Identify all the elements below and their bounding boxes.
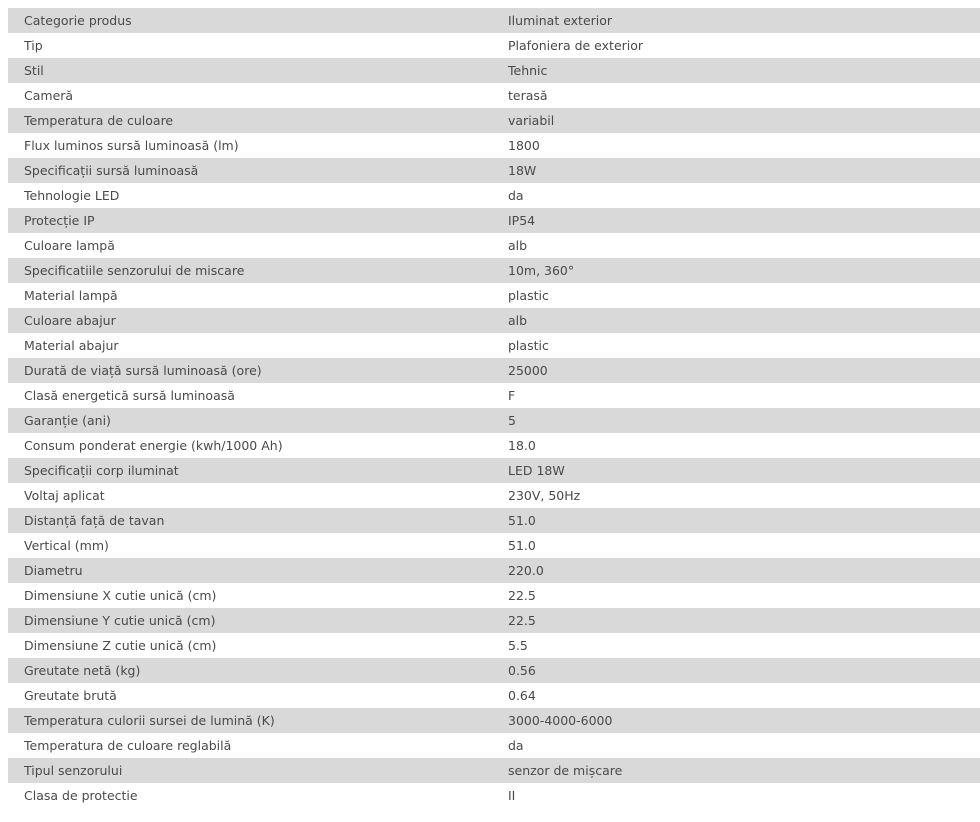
spec-row xyxy=(8,58,980,83)
spec-value: 25000 xyxy=(492,358,980,383)
spec-row xyxy=(8,458,980,483)
spec-label: Dimensiune X cutie unică (cm) xyxy=(8,583,492,608)
spec-row xyxy=(8,33,980,58)
spec-value: 3000-4000-6000 xyxy=(492,708,980,733)
spec-row xyxy=(8,258,980,283)
spec-row xyxy=(8,133,980,158)
spec-value: LED 18W xyxy=(492,458,980,483)
spec-value: plastic xyxy=(492,283,980,308)
spec-row xyxy=(8,383,980,408)
spec-label: Distanță față de tavan xyxy=(8,508,492,533)
spec-value: F xyxy=(492,383,980,408)
spec-row xyxy=(8,583,980,608)
spec-value: 220.0 xyxy=(492,558,980,583)
spec-label: Greutate netă (kg) xyxy=(8,658,492,683)
spec-row xyxy=(8,608,980,633)
spec-value: 22.5 xyxy=(492,608,980,633)
spec-label: Tipul senzorului xyxy=(8,758,492,783)
spec-label: Temperatura de culoare reglabilă xyxy=(8,733,492,758)
spec-label: Clasa de protectie xyxy=(8,783,492,808)
spec-row xyxy=(8,558,980,583)
spec-row xyxy=(8,183,980,208)
spec-value: variabil xyxy=(492,108,980,133)
spec-row xyxy=(8,633,980,658)
spec-value: 0.64 xyxy=(492,683,980,708)
spec-label: Tip xyxy=(8,33,492,58)
spec-label: Clasă energetică sursă luminoasă xyxy=(8,383,492,408)
spec-value: terasă xyxy=(492,83,980,108)
spec-row xyxy=(8,233,980,258)
product-spec-table xyxy=(8,8,980,808)
spec-label: Temperatura de culoare xyxy=(8,108,492,133)
spec-label: Tehnologie LED xyxy=(8,183,492,208)
spec-row xyxy=(8,758,980,783)
spec-row xyxy=(8,333,980,358)
spec-value: 0.56 xyxy=(492,658,980,683)
spec-label: Voltaj aplicat xyxy=(8,483,492,508)
spec-row xyxy=(8,508,980,533)
spec-label: Vertical (mm) xyxy=(8,533,492,558)
spec-label: Specificații corp iluminat xyxy=(8,458,492,483)
spec-value: senzor de mișcare xyxy=(492,758,980,783)
spec-value: 5 xyxy=(492,408,980,433)
spec-row xyxy=(8,433,980,458)
spec-value: 1800 xyxy=(492,133,980,158)
spec-value: 10m, 360° xyxy=(492,258,980,283)
spec-value: 230V, 50Hz xyxy=(492,483,980,508)
spec-row xyxy=(8,708,980,733)
spec-label: Stil xyxy=(8,58,492,83)
spec-value: da xyxy=(492,183,980,208)
spec-value: da xyxy=(492,733,980,758)
spec-label: Culoare lampă xyxy=(8,233,492,258)
spec-label: Specificatiile senzorului de miscare xyxy=(8,258,492,283)
spec-label: Categorie produs xyxy=(8,8,492,33)
spec-row xyxy=(8,108,980,133)
spec-value: Plafoniera de exterior xyxy=(492,33,980,58)
spec-label: Flux luminos sursă luminoasă (lm) xyxy=(8,133,492,158)
spec-row xyxy=(8,408,980,433)
spec-value: 51.0 xyxy=(492,508,980,533)
spec-value: IP54 xyxy=(492,208,980,233)
spec-row xyxy=(8,658,980,683)
spec-row xyxy=(8,308,980,333)
spec-label: Diametru xyxy=(8,558,492,583)
spec-table-body xyxy=(8,8,980,808)
spec-label: Greutate brută xyxy=(8,683,492,708)
spec-label: Protecție IP xyxy=(8,208,492,233)
spec-row xyxy=(8,783,980,808)
spec-row xyxy=(8,733,980,758)
spec-row xyxy=(8,83,980,108)
spec-value: alb xyxy=(492,233,980,258)
spec-label: Consum ponderat energie (kwh/1000 Ah) xyxy=(8,433,492,458)
spec-label: Material lampă xyxy=(8,283,492,308)
spec-row xyxy=(8,683,980,708)
spec-value: Tehnic xyxy=(492,58,980,83)
spec-label: Culoare abajur xyxy=(8,308,492,333)
spec-label: Dimensiune Z cutie unică (cm) xyxy=(8,633,492,658)
spec-value: 18.0 xyxy=(492,433,980,458)
spec-row xyxy=(8,358,980,383)
spec-value: 5.5 xyxy=(492,633,980,658)
spec-value: II xyxy=(492,783,980,808)
spec-label: Temperatura culorii sursei de lumină (K) xyxy=(8,708,492,733)
spec-label: Dimensiune Y cutie unică (cm) xyxy=(8,608,492,633)
spec-row xyxy=(8,208,980,233)
spec-label: Specificații sursă luminoasă xyxy=(8,158,492,183)
spec-row xyxy=(8,8,980,33)
spec-value: Iluminat exterior xyxy=(492,8,980,33)
spec-label: Cameră xyxy=(8,83,492,108)
spec-value: alb xyxy=(492,308,980,333)
spec-row xyxy=(8,533,980,558)
spec-row xyxy=(8,483,980,508)
spec-row xyxy=(8,283,980,308)
spec-value: 18W xyxy=(492,158,980,183)
spec-row xyxy=(8,158,980,183)
spec-value: 51.0 xyxy=(492,533,980,558)
spec-value: 22.5 xyxy=(492,583,980,608)
spec-label: Material abajur xyxy=(8,333,492,358)
spec-value: plastic xyxy=(492,333,980,358)
spec-label: Garanție (ani) xyxy=(8,408,492,433)
spec-label: Durată de viață sursă luminoasă (ore) xyxy=(8,358,492,383)
